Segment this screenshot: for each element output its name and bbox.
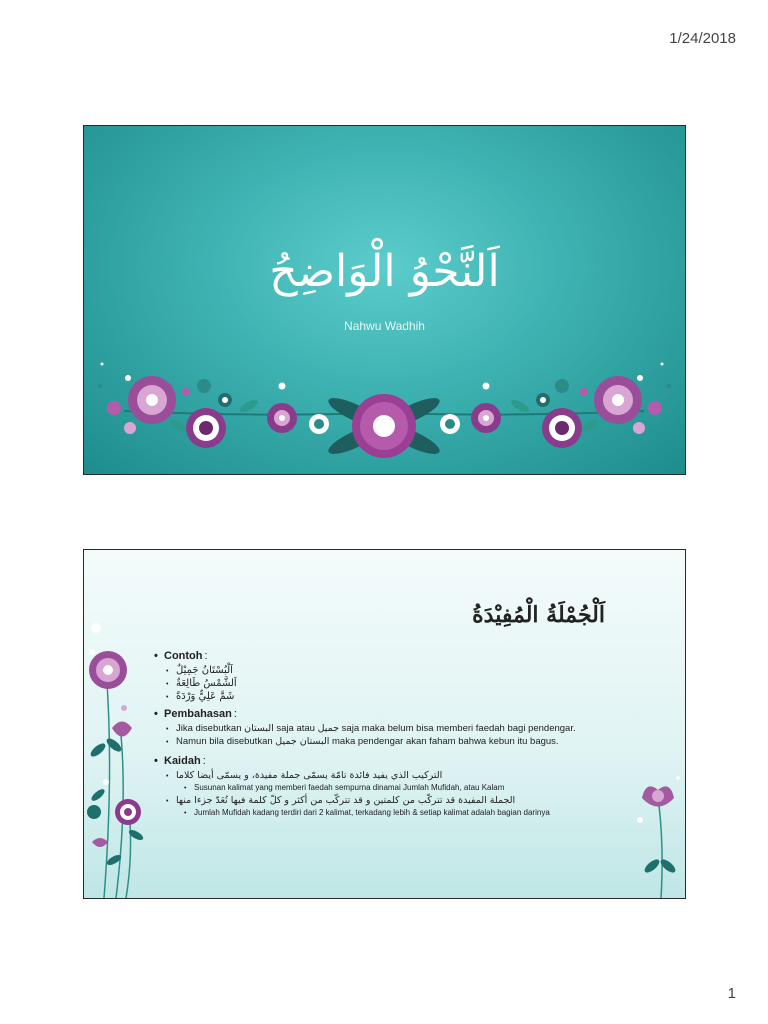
kaidah-rule-1-translation [184, 783, 674, 792]
pembahasan-line-2-arabic: البستان جميل [275, 736, 330, 747]
slide-2-content [83, 549, 686, 899]
contoh-example-3 [166, 691, 674, 702]
pembahasan-line-1-part-b: saja atau [276, 723, 315, 734]
bullet-icon: • [166, 681, 169, 688]
kaidah-rule-2 [166, 795, 674, 806]
bullet-icon: • [154, 708, 158, 720]
kaidah-rule-1 [166, 770, 674, 781]
contoh-heading [154, 650, 674, 662]
pembahasan-heading [154, 708, 674, 720]
contoh-colon: : [204, 650, 208, 662]
contoh-example-1-text: اَلْبُسْتَانُ جَمِيْلٌ [176, 665, 233, 676]
print-date: 1/24/2018 [669, 30, 736, 47]
floral-border-decoration [84, 356, 685, 474]
kaidah-heading [154, 755, 674, 767]
slide-1-arabic-title: اَلنَّحْوُ الْوَاضِحُ [269, 246, 500, 297]
kaidah-label: Kaidah [164, 755, 201, 767]
pembahasan-line-2-part-c: maka pendengar akan faham bahwa kebun itu bagus. [332, 736, 559, 747]
pembahasan-line-2 [166, 736, 674, 747]
kaidah-rule-2-translation [184, 808, 674, 817]
pembahasan-line-2-part-a: Namun bila disebutkan [176, 736, 273, 747]
pembahasan-line-1-arabic-1: البستان [244, 723, 274, 734]
kaidah-rule-1-arabic: التركيب الذي يفيد فائدة تامّة يسمّى جملة مفيدة، و يسمّى أيضا كلاما [176, 770, 443, 781]
pembahasan-label: Pembahasan [164, 708, 232, 720]
bullet-icon: • [166, 739, 169, 746]
bullet-icon: • [184, 785, 187, 792]
contoh-example-2-text: اَلشَّمْسُ طَالِعَةٌ [176, 678, 237, 689]
bullet-icon: • [166, 668, 169, 675]
contoh-example-2 [166, 678, 674, 689]
bullet-icon: • [154, 650, 158, 662]
kaidah-rule-2-translation-text: Jumlah Mufidah kadang terdiri dari 2 kalimat, terkadang lebih & setiap kalimat adalah bagian darinya [194, 808, 550, 817]
bullet-icon: • [184, 810, 187, 817]
bullet-icon: • [166, 798, 169, 805]
kaidah-rule-2-arabic: الجملة المفيدة قد تتركّب من كلمتين و قد تتركّب من أكثر و كلّ كلمة فيها تُعَدّ جزءا منها [176, 795, 516, 806]
pembahasan-line-1-arabic-2: جميل [317, 723, 340, 734]
pembahasan-line-1 [166, 723, 674, 734]
contoh-example-1 [166, 665, 674, 676]
slide-1-subtitle: Nahwu Wadhih [344, 319, 425, 333]
slide-1-title [83, 125, 686, 475]
kaidah-colon: : [202, 755, 206, 767]
slide-2-arabic-title: اَلْجُمْلَةُ الْمُفِيْدَةُ [472, 602, 605, 628]
page-number: 1 [727, 985, 736, 1002]
pembahasan-line-1-part-a: Jika disebutkan [176, 723, 242, 734]
bullet-icon: • [166, 726, 169, 733]
bullet-icon: • [154, 755, 158, 767]
contoh-example-3-text: شَمَّ عَلِيٌّ وَرْدَةً [176, 691, 235, 702]
bullet-icon: • [166, 694, 169, 701]
kaidah-rule-1-translation-text: Susunan kalimat yang memberi faedah sempurna dinamai Jumlah Mufidah, atau Kalam [194, 783, 505, 792]
bullet-icon: • [166, 773, 169, 780]
slide-2-body [154, 646, 674, 820]
pembahasan-colon: : [233, 708, 237, 720]
contoh-label: Contoh [164, 650, 203, 662]
pembahasan-line-1-part-c: saja maka belum bisa memberi faedah bagi pendengar. [341, 723, 576, 734]
